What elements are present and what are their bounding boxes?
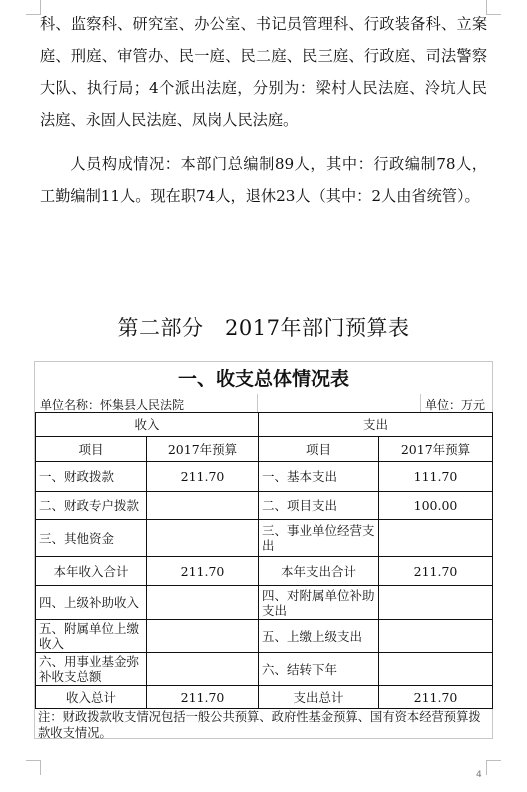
income-item: 一、财政拨款 (36, 462, 147, 492)
expense-value: 100.00 (379, 492, 493, 520)
expense-item: 一、基本支出 (259, 462, 379, 492)
paragraph-text: 科、监察科、研究室、办公室、书记员管理科、行政装备科、立案庭、刑庭、审管办、民一庭、民二庭、民三庭、行政庭、司法警察大队、执行局；4个派出法庭，分别为：梁村人民法庭、泠坑人民法庭、永固人民法庭、凤岗人民法庭。 (40, 15, 487, 129)
income-value: 211.70 (147, 686, 259, 709)
expense-value (379, 520, 493, 557)
expense-value (379, 653, 493, 686)
income-item: 四、上级补助收入 (36, 586, 147, 620)
expense-value: 211.70 (379, 686, 493, 709)
expense-value: 111.70 (379, 462, 493, 492)
page-number: 4 (476, 770, 482, 780)
col-item-header: 项目 (259, 437, 379, 462)
expense-value (379, 586, 493, 620)
unit-row (38, 394, 489, 412)
income-value (147, 620, 259, 653)
crop-mark-bottom-left (26, 760, 41, 775)
income-value (147, 520, 259, 557)
income-item: 六、用事业基金弥补收支总额 (36, 653, 147, 686)
col-budget-header: 2017年预算 (379, 437, 493, 462)
table-row (36, 620, 493, 653)
income-item: 本年收入合计 (36, 557, 147, 586)
table-subheader-row (36, 437, 493, 462)
expense-header: 支出 (259, 413, 493, 437)
expense-value: 211.70 (379, 557, 493, 586)
crop-mark-bottom-right (486, 760, 501, 775)
col-budget-header: 2017年预算 (147, 437, 259, 462)
income-value: 211.70 (147, 462, 259, 492)
table-title: 一、收支总体情况表 (177, 368, 349, 390)
unit-row-divider (420, 394, 421, 412)
expense-item: 六、结转下年 (259, 653, 379, 686)
expense-item: 支出总计 (259, 686, 379, 709)
unit-name: 单位名称：怀集县人民法院 (40, 398, 185, 412)
income-item: 三、其他资金 (36, 520, 147, 557)
crop-mark-top-right (486, 0, 501, 15)
income-value (147, 653, 259, 686)
budget-table (35, 412, 493, 709)
unit-row-divider (257, 394, 258, 412)
income-value (147, 492, 259, 520)
table-row (36, 653, 493, 686)
table-row (36, 520, 493, 557)
expense-item: 二、项目支出 (259, 492, 379, 520)
col-item-header: 项目 (36, 437, 147, 462)
income-item: 收入总计 (36, 686, 147, 709)
table-row (36, 557, 493, 586)
table-row (36, 492, 493, 520)
expense-item: 四、对附属单位补助支出 (259, 586, 379, 620)
expense-value (379, 620, 493, 653)
income-value (147, 586, 259, 620)
paragraph-text: 人员构成情况：本部门总编制89人，其中：行政编制78人，工勤编制11人。现在职74人，退休23人（其中：2人由省统管）。 (40, 155, 487, 205)
expense-item: 本年支出合计 (259, 557, 379, 586)
expense-item: 三、事业单位经营支出 (259, 520, 379, 557)
section-title: 第二部分 2017年部门预算表 (117, 316, 410, 340)
unit-label: 单位：万元 (424, 398, 485, 412)
income-item: 五、附属单位上缴收入 (36, 620, 147, 653)
table-row (36, 686, 493, 709)
income-header: 收入 (36, 413, 259, 437)
expense-item: 五、上缴上级支出 (259, 620, 379, 653)
income-item: 二、财政专户拨款 (36, 492, 147, 520)
body-paragraph-2 (40, 148, 487, 212)
table-row (36, 462, 493, 492)
table-row (36, 586, 493, 620)
body-paragraph-1 (40, 8, 487, 136)
income-value: 211.70 (147, 557, 259, 586)
crop-mark-top-left (26, 0, 41, 15)
table-note: 注：财政拨款收支情况包括一般公共预算、政府性基金预算、国有资本经营预算拨款收支情况。 (38, 710, 481, 740)
table-header-row (36, 413, 493, 437)
